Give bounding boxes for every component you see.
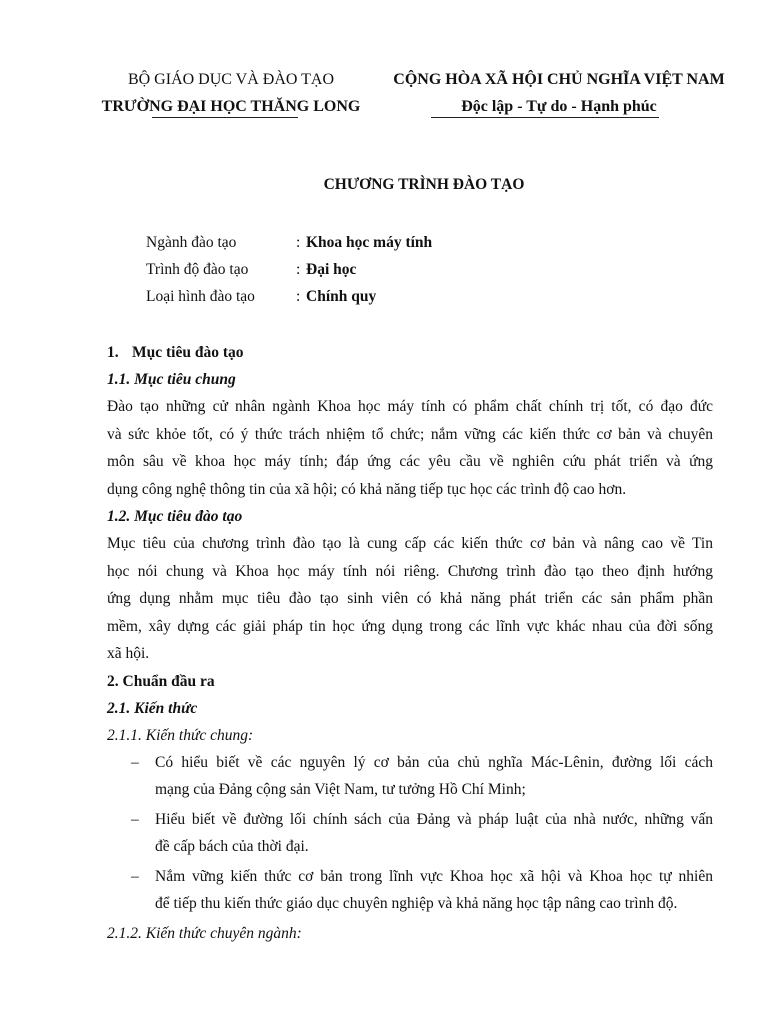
info-value: Khoa học máy tính: [306, 234, 433, 251]
subsection-2-1-1-heading: 2.1.1. Kiến thức chung:: [107, 726, 254, 744]
info-colon: :: [296, 288, 301, 305]
dash-bullet: –: [131, 753, 139, 771]
ministry-header: [86, 66, 376, 120]
university-underline: [152, 117, 298, 118]
document-title: CHƯƠNG TRÌNH ĐÀO TẠO: [323, 176, 525, 193]
section-1-heading: [107, 339, 713, 366]
info-value: Chính quy: [306, 288, 377, 305]
general-knowledge-list: [107, 749, 713, 918]
list-item: [107, 806, 713, 861]
list-item: [107, 863, 713, 918]
list-item-line: mạng của Đảng cộng sản Việt Nam, tư tưởng Hồ Chí Minh;: [155, 781, 526, 798]
university-name: TRƯỜNG ĐẠI HỌC THĂNG LONG: [101, 98, 361, 115]
info-colon: :: [296, 261, 301, 278]
paragraph-line: dụng công nghệ thông tin của xã hội; có khả năng tiếp tục học các trình độ cao hơn.: [107, 480, 627, 498]
section-2-heading: 2. Chuẩn đầu ra: [107, 672, 215, 690]
info-label: Loại hình đào tạo: [146, 288, 255, 305]
info-row-major: [146, 229, 432, 256]
paragraph-line: ứng dụng nhằm mục tiêu đào tạo sinh viên có khả năng phát triển các sản phẩm phần: [107, 590, 713, 607]
motto-underline: [431, 117, 659, 118]
subsection-1-1-heading: 1.1. Mục tiêu chung: [107, 371, 236, 388]
national-header: [380, 66, 738, 120]
paragraph-line: Đào tạo những cử nhân ngành Khoa học máy tính có phẩm chất chính trị tốt, có đạo đức: [107, 398, 713, 415]
paragraph-line: môn sâu về khoa học máy tính; đáp ứng các yêu cầu về nghiên cứu phát triển và ứng: [107, 453, 713, 470]
national-motto: Độc lập - Tự do - Hạnh phúc: [461, 98, 657, 115]
paragraph-line: xã hội.: [107, 645, 150, 662]
section-number: 1.: [107, 344, 119, 361]
paragraph-line: và sức khỏe tốt, có ý thức trách nhiệm tổ chức; nắm vững các kiến thức cơ bản và chuyên: [107, 425, 713, 443]
info-colon: :: [296, 234, 301, 251]
list-item: [107, 749, 713, 804]
list-item-line: Hiểu biết về đường lối chính sách của Đảng và pháp luật của nhà nước, những vấn: [155, 810, 713, 828]
subsection-2-1-2-heading: 2.1.2. Kiến thức chuyên ngành:: [107, 924, 302, 942]
info-row-type: [146, 283, 432, 310]
info-label: Ngành đào tạo: [146, 234, 237, 251]
list-item-line: đề cấp bách của thời đại.: [155, 838, 309, 855]
subsection-2-1-heading: 2.1. Kiến thức: [107, 699, 198, 717]
paragraph-line: mềm, xây dựng các giải pháp tin học ứng dụng trong các lĩnh vực khác nhau của đời sống: [107, 617, 713, 635]
program-info: [146, 229, 432, 310]
info-value: Đại học: [306, 261, 357, 278]
info-row-level: [146, 256, 432, 283]
paragraph-line: Mục tiêu của chương trình đào tạo là cung cấp các kiến thức cơ bản và nâng cao về Tin: [107, 535, 713, 552]
training-objective-paragraph: [107, 530, 713, 668]
list-item-line: Nắm vững kiến thức cơ bản trong lĩnh vực Khoa học xã hội và Khoa học tự nhiên: [155, 867, 713, 885]
info-label: Trình độ đào tạo: [146, 261, 249, 278]
subsection-1-2-heading: 1.2. Mục tiêu đào tạo: [107, 508, 243, 525]
country-name: CỘNG HÒA XÃ HỘI CHỦ NGHĨA VIỆT NAM: [393, 71, 725, 88]
dash-bullet: –: [131, 867, 139, 885]
list-item-line: Có hiểu biết về các nguyên lý cơ bản của chủ nghĩa Mác-Lênin, đường lối cách: [155, 753, 713, 771]
dash-bullet: –: [131, 810, 139, 828]
general-objective-paragraph: [107, 393, 713, 503]
list-item-line: để tiếp thu kiến thức giáo dục chuyên nghiệp và khả năng học tập nâng cao trình độ.: [155, 895, 678, 912]
ministry-name: BỘ GIÁO DỤC VÀ ĐÀO TẠO: [127, 71, 335, 88]
section-title: Mục tiêu đào tạo: [132, 344, 244, 361]
document-body: [107, 339, 713, 947]
paragraph-line: học nói chung và Khoa học máy tính nói riêng. Chương trình đào tạo theo định hướng: [107, 562, 713, 580]
